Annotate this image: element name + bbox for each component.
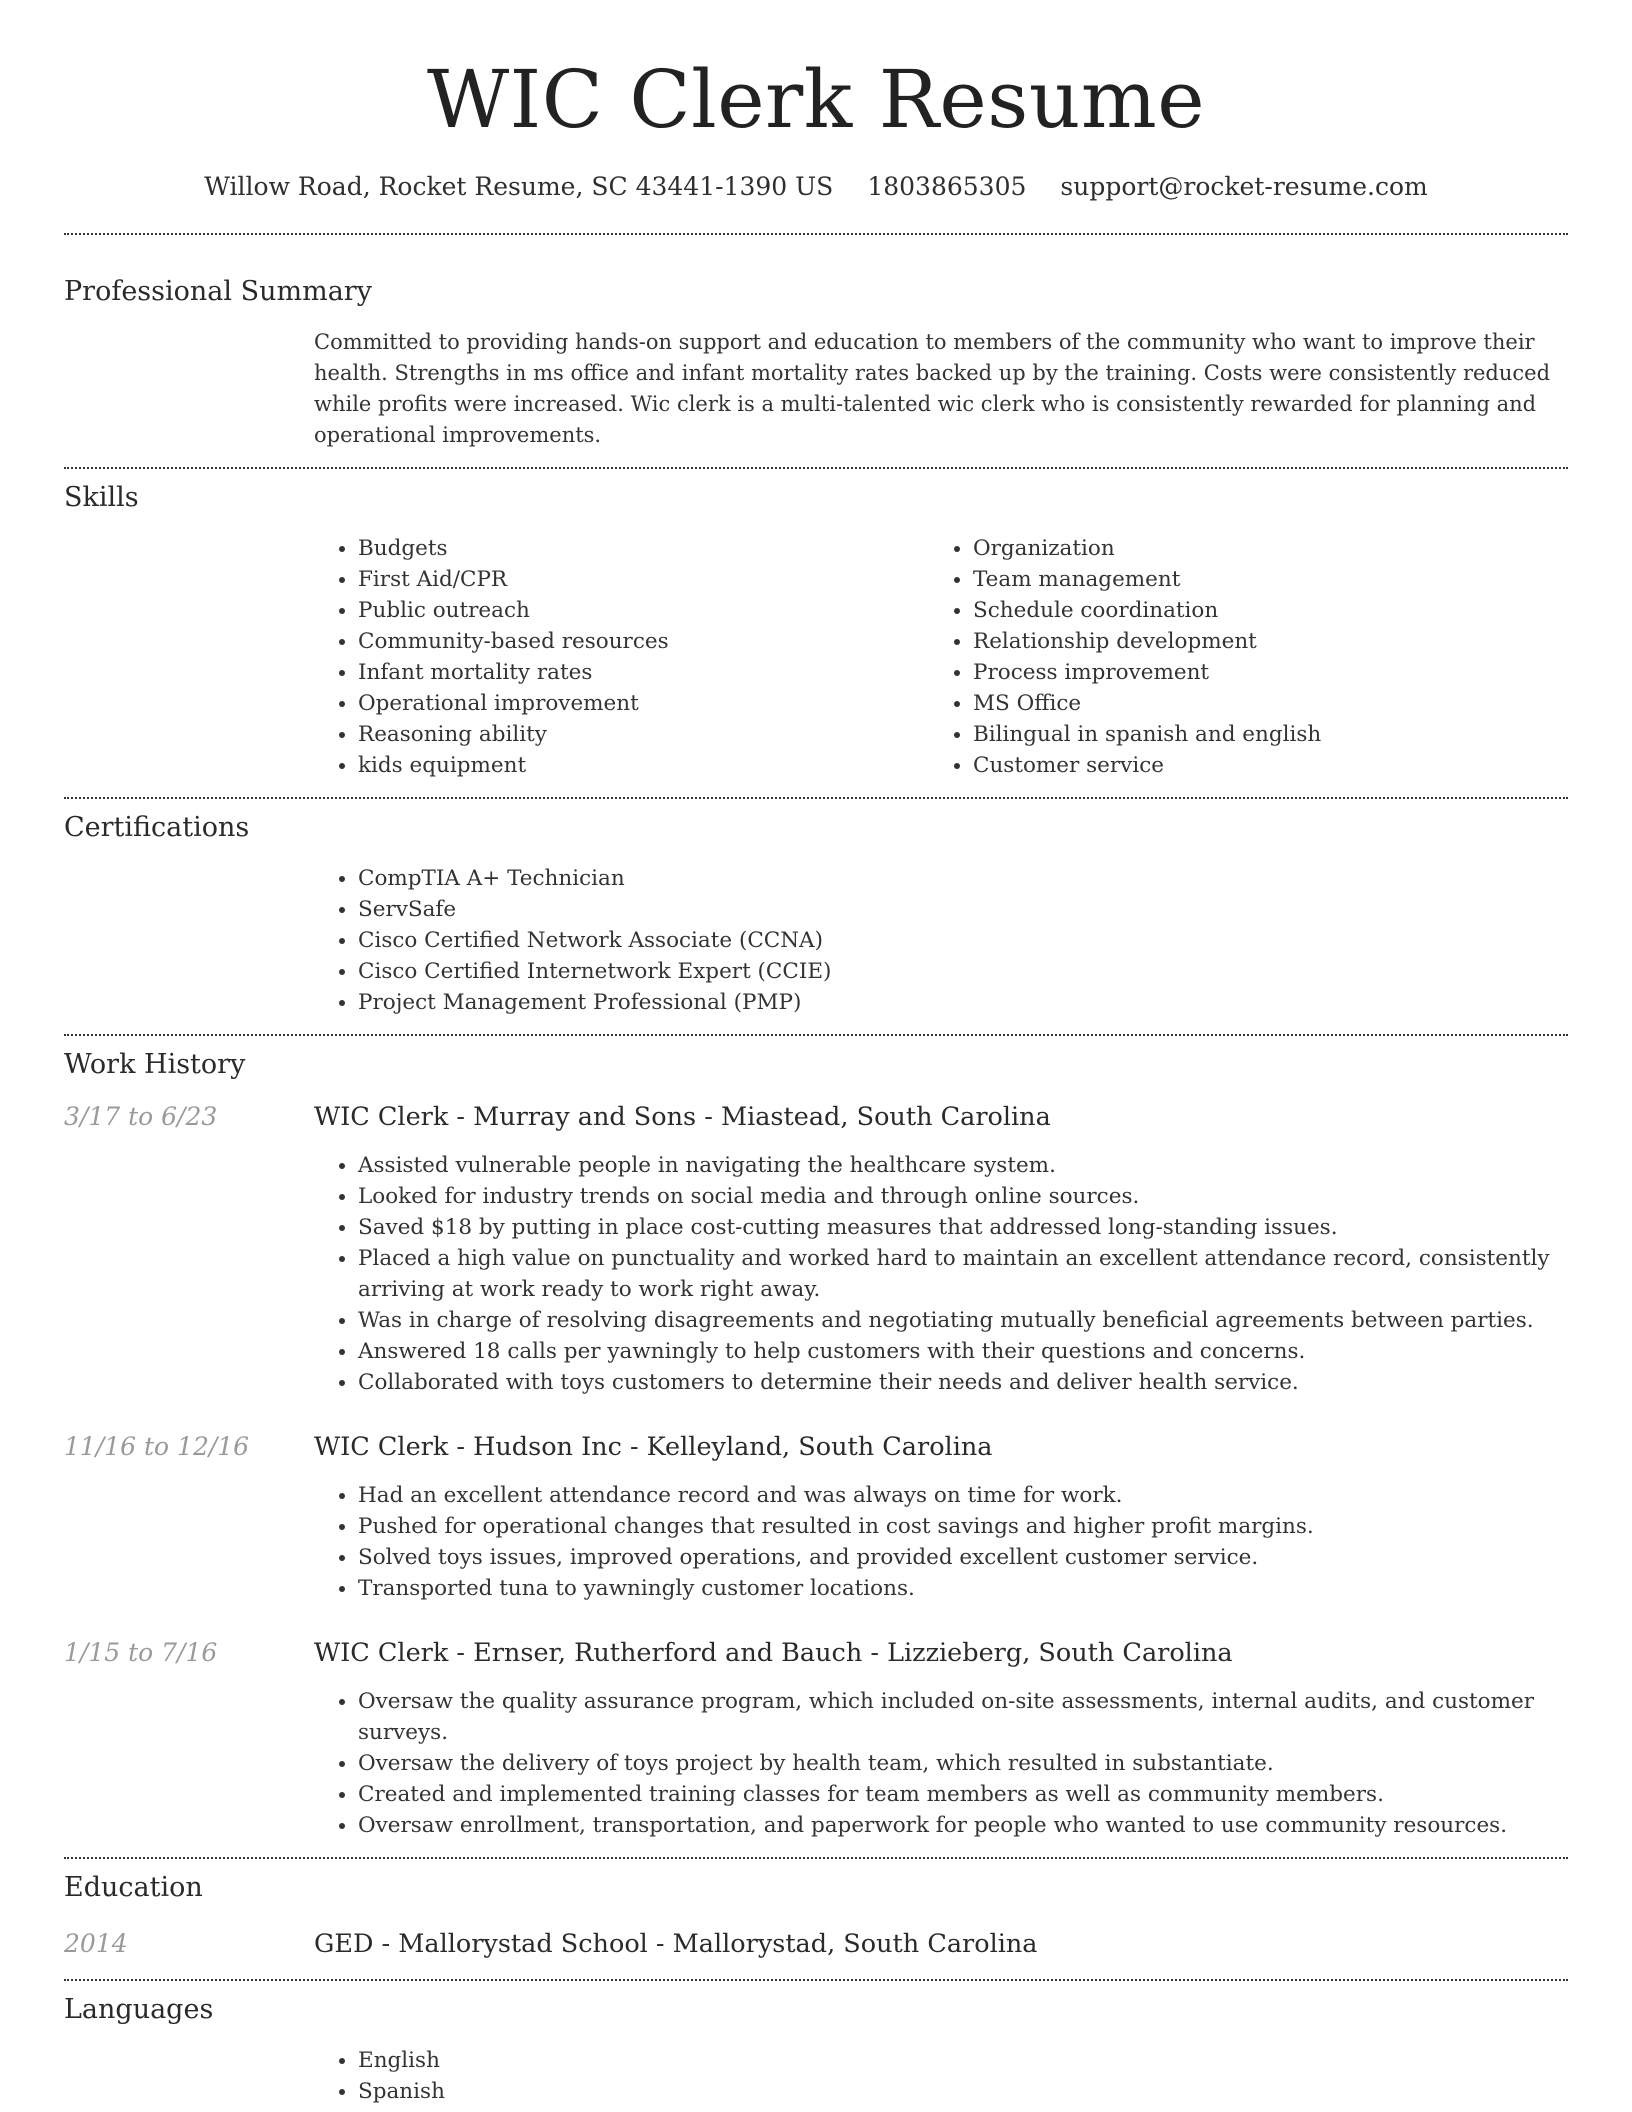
skill-item: • Bilingual in spanish and english [973, 719, 1568, 750]
certification-item: • Cisco Certified Network Associate (CCNA) [358, 925, 1568, 956]
section-title-work-history: Work History [64, 1049, 246, 1080]
job-bullet: • Oversaw enrollment, transportation, and paperwork for people who wanted to use community resources. [358, 1810, 1568, 1841]
skill-item: • Public outreach [358, 595, 929, 626]
skill-item: • Reasoning ability [358, 719, 929, 750]
section-title-summary: Professional Summary [64, 276, 372, 307]
job-bullet: • Collaborated with toys customers to determine their needs and deliver health service. [358, 1367, 1568, 1398]
section-title-languages: Languages [64, 1994, 214, 2025]
job-title: WIC Clerk - Ernser, Rutherford and Bauch - Lizzieberg, South Carolina [314, 1638, 1233, 1668]
certification-item: • ServSafe [358, 894, 1568, 925]
job-bullet: • Was in charge of resolving disagreements and negotiating mutually beneficial agreements between parties. [358, 1305, 1568, 1336]
skill-item: • kids equipment [358, 750, 929, 781]
job-bullet: • Oversaw the delivery of toys project by health team, which resulted in substantiate. [358, 1748, 1568, 1779]
job-bullet: • Transported tuna to yawningly customer locations. [358, 1573, 1568, 1604]
skill-item: • Schedule coordination [973, 595, 1568, 626]
skills-list-left [314, 533, 929, 781]
job-title: WIC Clerk - Murray and Sons - Miastead, South Carolina [314, 1102, 1051, 1132]
resume-header [0, 0, 1632, 201]
education-degree: GED - Mallorystad School - Mallorystad, South Carolina [314, 1929, 1038, 1959]
education-entry [64, 1929, 1568, 1959]
summary-section [0, 235, 1632, 451]
section-title-certifications: Certifications [64, 812, 250, 843]
job-date: 1/15 to 7/16 [64, 1638, 218, 1667]
section-title-education: Education [64, 1872, 203, 1903]
certifications-section [0, 799, 1632, 1018]
job-entry [64, 1432, 1568, 1604]
job-bullet: • Looked for industry trends on social media and through online sources. [358, 1181, 1568, 1212]
language-item: • Spanish [358, 2076, 1568, 2107]
job-bullets [314, 1480, 1568, 1604]
job-bullet: • Had an excellent attendance record and was always on time for work. [358, 1480, 1568, 1511]
job-bullet: • Created and implemented training classes for team members as well as community members. [358, 1779, 1568, 1810]
certification-item: • Cisco Certified Internetwork Expert (CCIE) [358, 956, 1568, 987]
job-title: WIC Clerk - Hudson Inc - Kelleyland, South Carolina [314, 1432, 993, 1462]
education-section [0, 1859, 1632, 1959]
languages-section [0, 1981, 1632, 2107]
work-history-section [0, 1036, 1632, 1841]
job-bullet: • Placed a high value on punctuality and worked hard to maintain an excellent attendance record, consistently arriving at work ready to work right away. [358, 1243, 1568, 1305]
skill-item: • Customer service [973, 750, 1568, 781]
skills-list-right [929, 533, 1568, 781]
contact-address: Willow Road, Rocket Resume, SC 43441-1390 US [204, 172, 834, 201]
contact-phone: 1803865305 [867, 172, 1027, 201]
certification-item: • CompTIA A+ Technician [358, 863, 1568, 894]
languages-list [314, 2045, 1568, 2107]
language-item: • English [358, 2045, 1568, 2076]
contact-email: support@rocket-resume.com [1060, 172, 1428, 201]
education-date: 2014 [64, 1929, 128, 1958]
certification-item: • Project Management Professional (PMP) [358, 987, 1568, 1018]
skill-item: • Team management [973, 564, 1568, 595]
skill-item: • Budgets [358, 533, 929, 564]
job-bullet: • Oversaw the quality assurance program, which included on-site assessments, internal audits, and customer surveys. [358, 1686, 1568, 1748]
job-bullets [314, 1150, 1568, 1398]
resume-title: WIC Clerk Resume [426, 53, 1206, 146]
skill-item: • Relationship development [973, 626, 1568, 657]
skill-item: • Organization [973, 533, 1568, 564]
job-bullet: • Pushed for operational changes that resulted in cost savings and higher profit margins. [358, 1511, 1568, 1542]
skill-item: • MS Office [973, 688, 1568, 719]
section-title-skills: Skills [64, 482, 139, 513]
skill-item: • Operational improvement [358, 688, 929, 719]
skills-grid [314, 533, 1568, 781]
job-bullet: • Assisted vulnerable people in navigating the healthcare system. [358, 1150, 1568, 1181]
skills-section [0, 469, 1632, 781]
skill-item: • Community-based resources [358, 626, 929, 657]
job-bullets [314, 1686, 1568, 1841]
job-entry [64, 1102, 1568, 1398]
certifications-list [314, 863, 1568, 1018]
job-bullet: • Answered 18 calls per yawningly to help customers with their questions and concerns. [358, 1336, 1568, 1367]
skill-item: • Process improvement [973, 657, 1568, 688]
job-date: 3/17 to 6/23 [64, 1102, 218, 1131]
job-entry [64, 1638, 1568, 1841]
job-bullet: • Solved toys issues, improved operations, and provided excellent customer service. [358, 1542, 1568, 1573]
job-date: 11/16 to 12/16 [64, 1432, 250, 1461]
skill-item: • Infant mortality rates [358, 657, 929, 688]
job-bullet: • Saved $18 by putting in place cost-cutting measures that addressed long-standing issues. [358, 1212, 1568, 1243]
contact-line [0, 172, 1632, 201]
summary-text: Committed to providing hands-on support and education to members of the community who want to improve their health. Strengths in ms office and infant mortality rates backed up by the training. Costs were consistently reduced while profits were increased. Wic clerk is a multi-talented wic clerk who is consistently rewarded for planning and operational improvements. [314, 330, 1551, 447]
skill-item: • First Aid/CPR [358, 564, 929, 595]
